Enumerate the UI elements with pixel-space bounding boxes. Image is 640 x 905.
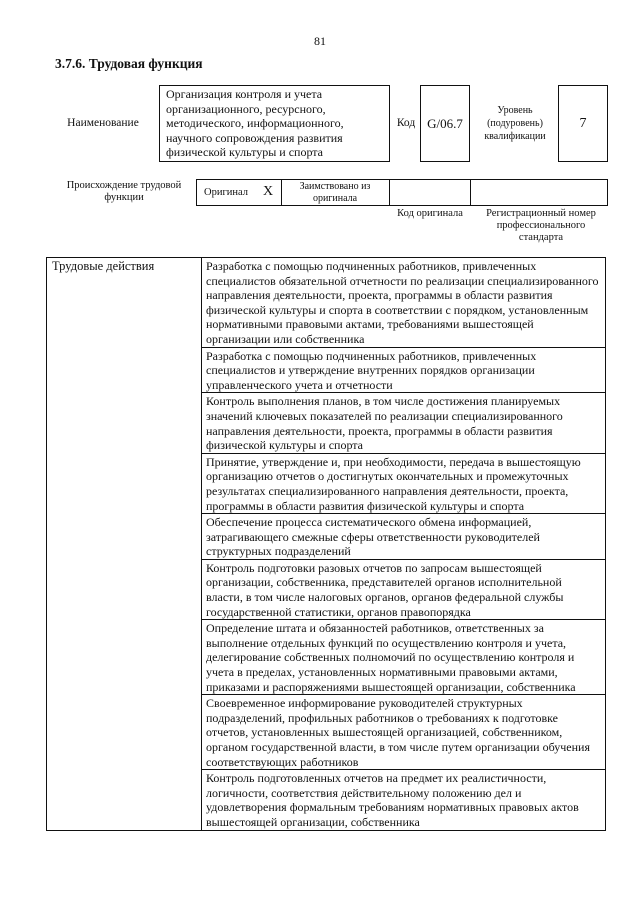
labor-action: Обеспечение процесса систематического обмена информацией, затрагивающего смежные сферы ответственности руководителей структурных подразделений — [202, 514, 606, 560]
labor-action: Контроль выполнения планов, в том числе достижения планируемых значений ключевых показателей по реализации специализированного направления деятельности, проекта, программы в области развития физической культуры и спорта — [202, 393, 606, 453]
labor-actions-table — [46, 257, 606, 831]
labor-action: Определение штата и обязанностей работников, ответственных за выполнение отдельных функций по осуществлению контроля и учета, делегирование собственных полномочий по осуществлению контроля и учета в пределах, установленных нормативными правовыми актами, приказами и распоряжениями вышестоящей организации, собственника — [202, 620, 606, 695]
original-mark: X — [262, 184, 274, 199]
code-value: G/06.7 — [427, 115, 463, 131]
borrowed-label: Заимствовано из оригинала — [299, 181, 371, 204]
function-name-cell — [159, 85, 390, 162]
labor-action: Разработка с помощью подчиненных работников, привлеченных специалистов обязательной отчетности по реализации специализированного направления деятельности, проекта, программы в области развития физической культуры и спорта в соответствии с порядком, установленным нормативными правовыми актами, требованиями вышестоящей организации или собственника — [202, 258, 606, 348]
labor-action: Разработка с помощью подчиненных работников, привлеченных специалистов и утверждение внутренних порядков организации управленческого учета и отчетности — [202, 347, 606, 393]
function-name: Организация контроля и учета организационного, ресурсного, методического, информационного, научного сопровождения развития физической культуры и спорта — [166, 87, 344, 159]
original-label: Оригинал — [204, 187, 248, 198]
code-label: Код — [396, 117, 416, 129]
labor-actions-label: Трудовые действия — [47, 258, 202, 831]
level-label: Уровень (подуровень) квалификации — [484, 105, 546, 142]
table-row — [47, 258, 606, 348]
origin-row — [196, 179, 608, 206]
labor-action: Принятие, утверждение и, при необходимости, передача в вышестоящую организацию отчетов о достигнутых окончательных и промежуточных результатах специализированного направления деятельности, проекта, программы в области развития физической культуры и спорта — [202, 453, 606, 513]
section-title: 3.7.6. Трудовая функция — [55, 56, 203, 71]
labor-action: Контроль подготовленных отчетов на предмет их реалистичности, логичности, соответствия действительному положению дел и удовлетворения формальным требованиям нормативных правовых актов вышестоящей организации, собственника — [202, 770, 606, 830]
labor-action: Своевременное информирование руководителей структурных подразделений, профильных работников о требованиях к подготовке отчетов, установленных вышестоящей организацией, собственником, органом государственной власти, в том числе путем организации обучения соответствующих работников — [202, 695, 606, 770]
code-cell — [420, 85, 470, 162]
page-number: 81 — [314, 34, 326, 48]
origin-label: Происхождение трудовой функции — [66, 180, 182, 203]
level-value: 7 — [579, 115, 587, 131]
level-cell — [558, 85, 608, 162]
labor-action: Контроль подготовки разовых отчетов по запросам вышестоящей организации, собственника, представителей органов исполнительной власти, в том числе налоговых органов, органов федеральной службы государственной статистики, органов правопорядка — [202, 559, 606, 619]
name-label: Наименование — [67, 117, 139, 129]
reg-number-label: Регистрационный номер профессионального стандарта — [486, 208, 596, 243]
code-original-label: Код оригинала — [397, 208, 463, 219]
